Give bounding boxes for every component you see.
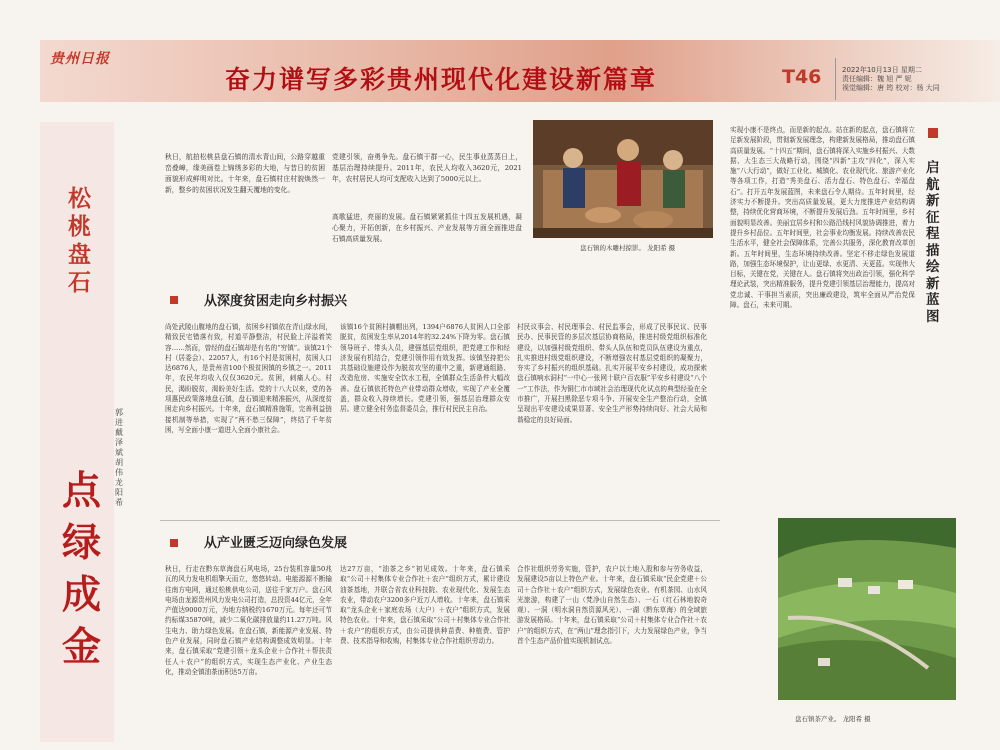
woodcarving-photo-image [533,120,713,238]
editor-line: 责任编辑：魏 旭 严 妮 [842,75,912,83]
photo1-caption: 盘石镇的木雕村掠影。 龙阳希 摄 [580,244,676,252]
section2-col3: 合作社组织劳务实施，管护，农户以土地入股和参与劳务收益，发展建设5亩以上特色产业。十年来，盘石镇采取“民企党建＋公司＋合作社＋农户”组织方式，发展绿色农业、有机茶园、山水风光旅游，构建了一山（梵净山自然生态）、一石（红石林地貌奇观）、一洞（明水洞自然资源风光）、一湖（黔东草海）的全域旅游发展格局。十年来，盘石镇采取“公司＋村集体专业合作社＋农户”的组织方式，在“两山”理念指引下，大力发展绿色产业，争当首个生态产品价值实现机制试点。 [517,565,707,646]
newspaper-logo: 贵州日报 [50,51,110,67]
article-title: 点绿成金 [62,468,102,670]
section1-marker [170,296,178,304]
tea-field-photo-image [778,518,956,700]
right-section-marker [928,128,938,138]
tea-field-photo [778,518,956,700]
article-authors: 郭进 戴泽斌 胡伟 龙阳希 [115,408,123,507]
section1-col2: 该镇16个贫困村摘帽出列，1394户6876人贫困人口全部脱贫，贫困发生率从2014年的32.24%下降为零。盘石镇领导班子、带头人员，建强基层党组织，把党建工作和经济发展有机结合，党建引领作用有效发挥。该镇坚持把公共基础设施建设作为脱贫攻坚的重中之重，新建通组路、改造危房、实施安全饮水工程，全镇群众生活条件大幅改善。盘石镇依托特色产业带动群众增收，实现了产业全覆盖，群众收入持续增长。党建引领，强基层治理群众安居。建立健全村务监督委员会，推行村民民主自治。 [340,323,510,414]
intro-paragraph-3: 高歌猛进，亮丽的发展。盘石镇紧紧抓住十四五发展机遇，凝心聚力，开拓创新，在乡村振兴、产业发展等方面全面推进盘石镇高质量发展。 [332,213,522,243]
page-headline: 奋力谱写多彩贵州现代化建设新篇章 [225,65,658,94]
intro-paragraph-1: 秋日，航拍松桃县盘石镇的清水青山间，公路穿越重峦叠嶂，缘美画卷上锦绣多彩的大地，与昔日的贫困面貌形成鲜明对比。十年来，盘石镇村庄村貌焕然一新，整乡的贫困状况发生翻天覆地的变化。 [165,153,325,194]
section2-marker [170,539,178,547]
issue-date: 2022年10月13日 星期二 [842,66,922,74]
visual-editor-line: 视觉编辑：唐 筠 校对：杨 大同 [842,84,940,92]
article-subtitle: 松桃盘石 [68,185,91,296]
section2-title: 从产业匮乏迈向绿色发展 [204,536,348,551]
page-number: T46 [782,66,822,88]
right-section-title: 启航新征程描绘新蓝图 [926,160,940,325]
intro-paragraph-2: 党建引领，奋勇争先。盘石镇干群一心，民生事业蒸蒸日上，基层治理持续提升。2011年，农民人均收入3620元，2021年，农村居民人均可支配收入达到了5000元以上。 [332,153,522,183]
section2-col1: 秋日，行走在黔东草海盘石风电场，25台装机容量50兆瓦的风力发电机组擎天而立，悠悠转动。电能源源不断输往南方电网，通过松桃供电公司，送往千家万户。盘石风电场由龙源贵州风力发电公司打造，总投资44亿元，全年产值达9000万元，为地方纳税约1670万元。每年还可节约标煤35870吨，减少二氧化碳排放量约11.27万吨。风生电力、助力绿色发展。在盘石镇，新能源产业发展、特色产业发展，同时盘石镇产业结构调整成效明显。十年来，盘石镇采取“党建引领＋龙头企业＋合作社＋帮扶责任人＋农户”的组织方式，实现生态产业化、产业生态化，推动全镇油茶面积达5万亩。 [165,565,332,676]
section2-col2: 达27万亩，“油茶之乡”初见成效。十年来，盘石镇采取“公司＋村集体专业合作社＋农户”组织方式，累计建设油茶基地，并联合省农业科技院、农业现代化、发展生态农业，带动农户3200多户近万人增收。十年来，盘石镇采取“龙头企业＋家庭农场（大户）＋农户”组织方式，发展特色农业。十年来，盘石镇采取“公司＋村集体专业合作社＋农户”的组织方式，由公司提供种苗费、种植费、管护费、技术指导和收购，村集体专业合作社组织劳动力。 [340,565,510,646]
section1-title: 从深度贫困走向乡村振兴 [204,294,348,309]
section1-col3: 村民议事会、村民理事会、村民监事会，形成了民事民议、民事民办、民事民管的多层次基层协商格局，推进村级党组织标准化建设，以加强村级党组织、带头人队伍和党员队伍建设为重点，扎实推进村级党组织建设，不断增强农村基层党组织的凝聚力，夯实了乡村振兴的组织基础。扎实开展平安乡村建设，成功探索盘石镇响水洞村“一中心一张网十联户百农服”平安乡村建设“八个一”工作法，作为铜仁市市域社会治理现代化试点的典型经验在全市推广，开展扫黑除恶专项斗争、开展安全生产整治行动，全镇呈现出平安建设成果显著、安全生产形势持续向好、社会大局和谐稳定的良好局面。 [517,323,707,424]
photo2-caption: 盘石镇茶产业。 龙阳希 摄 [795,715,871,723]
woodcarving-photo [533,120,713,238]
header-divider [835,58,836,100]
right-section-text: 实现小康不是终点，而是新的起点。站在新的起点，盘石镇将立足新发展阶段，贯彻新发展理念，构建新发展格局，推动盘石镇高质量发展。“十四五”期间，盘石镇将深入实施乡村振兴、大数据、大生态三大战略行动，围绕“四新”主攻“四化”，深入实施“八大行动”，做好工业化、城镇化、农业现代化、旅游产业化等各项工作，打造“秀美盘石、活力盘石、特色盘石、幸福盘石”。打开五年发展蓝图，未来盘石令人期待。五年时间里，经济实力不断提升。突出高质量发展，更大力度推进产业结构调整，持续优化营商环境，不断提升发展后劲。五年时间里，乡村面貌明显改善。美丽宜居乡村和公路沿线村风貌协调推进，着力提升乡村品位。五年时间里，社会事业均衡发展。持续改善农民生活水平，健全社会保障体系，完善公共服务，深化教育改革创新。五年时间里，生态环境持续改善。坚定不移走绿色发展道路，加强生态环境保护，让山更绿、水更清、天更蓝。实现伟大目标，关键在党，关键在人。盘石镇将突出政治引领，强化科学理论武装，突出精准服务，提升党建引领基层治理能力，提高对党忠诚、干事担当素质，突出廉政建设，筑牢全面从严治党保障。盘石，未来可期。 [730,126,915,310]
section-divider [160,520,720,521]
section1-col1: 尚处武陵山腹地的盘石镇，贫困乡村镇依在青山绿水间，精致民宅错落有致，村道平静整洁，村民脸上洋溢着笑容……然而，曾经的盘石镇却是有名的“穷镇”。该镇21个村（居委会）、22057人，有16个村是贫困村，贫困人口达6876人，是贵州省100个极贫困镇的乡镇之一。2011年，农民年均收入仅仅3620元。贫困，刺痛人心。村民，渴盼脱贫，渴盼美好生活。党的十八大以来，党的各项惠民政策落地盘石镇，盘石镇迎来精准振兴，从深度贫困走向乡村振兴。十年来，盘石镇精准施策，完善利益链接机制等举措，实现了“两不愁三保障”，终结了千年贫困，写全面小康一道进入全面小康社会。 [165,323,332,434]
